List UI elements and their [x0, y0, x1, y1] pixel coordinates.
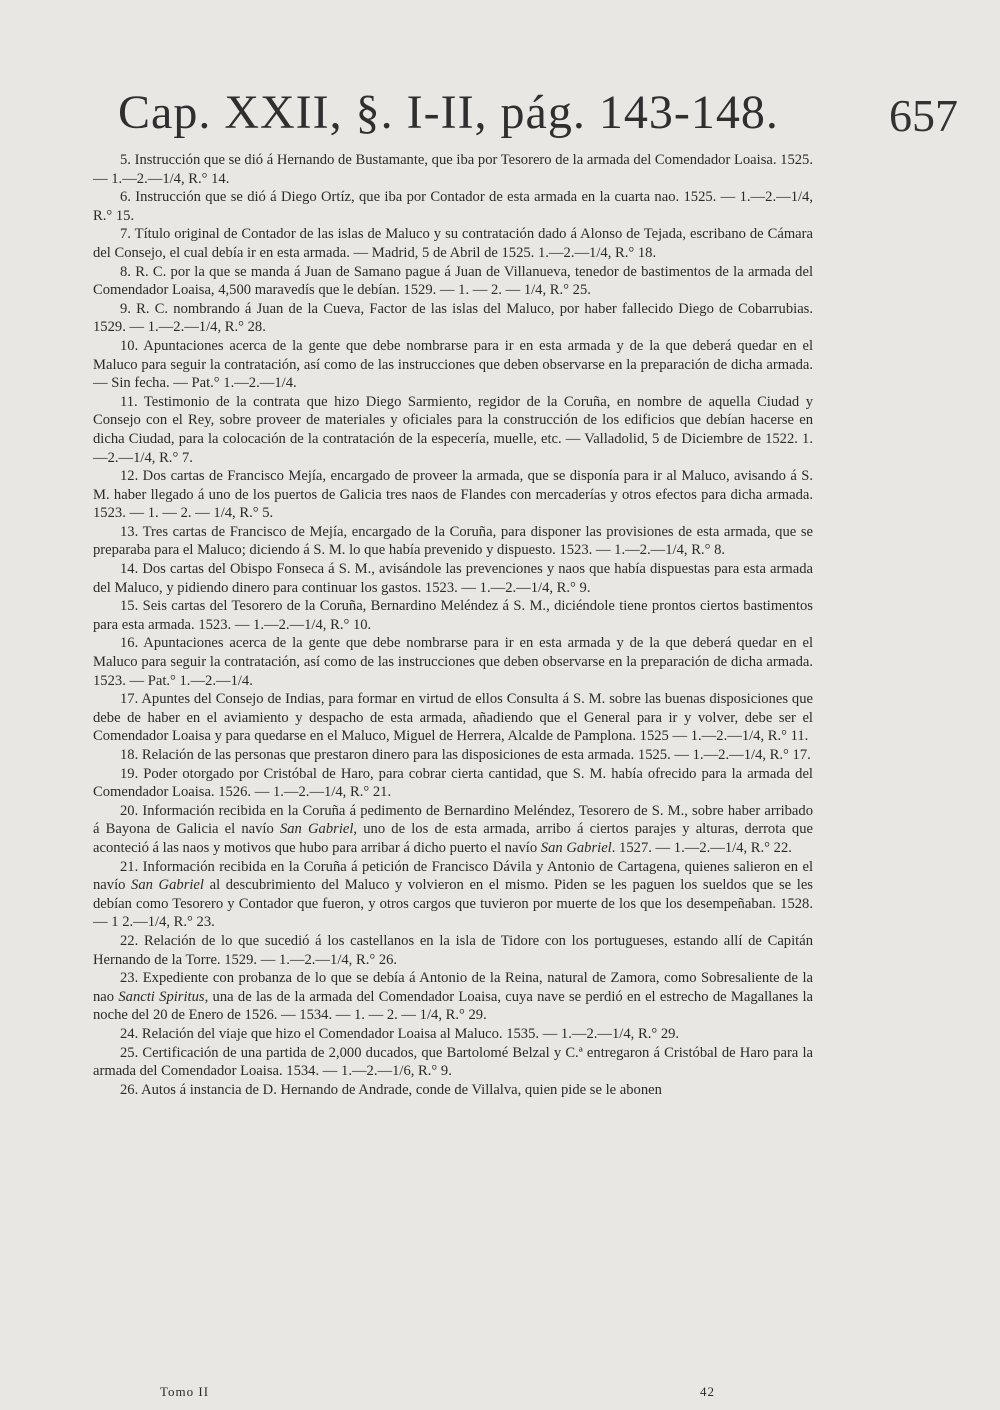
list-item: 9. R. C. nombrando á Juan de la Cueva, Factor de las islas del Maluco, por haber fallecido Diego de Cobarrubias. 1529. — 1.—2.—1/4, R.° 28.: [93, 300, 813, 336]
list-item: [93, 858, 813, 932]
list-item: 6. Instrucción que se dió á Diego Ortíz, que iba por Contador de esta armada en la cuarta nao. 1525. — 1.—2.—1/4, R.° 15.: [93, 189, 813, 224]
list-item: 18. Relación de las personas que prestaron dinero para las disposiciones de esta armada. 1525. — 1.—2.—1/4, R.° 17.: [120, 747, 811, 763]
ship-name: Sancti Spiritus: [118, 988, 205, 1005]
list-item: 7. Título original de Contador de las islas de Maluco y su contratación dado á Alonso de Tejada, escribano de Cámara del Consejo, el cual debía ir en esta armada. — Madrid, 5 de Abril de 1525. 1.—2.—1/4, R.° 18.: [93, 226, 813, 261]
entry-list: [93, 151, 813, 1099]
list-item: 8. R. C. por la que se manda á Juan de Samano pague á Juan de Villanueva, tenedor de bastimentos de la armada del Comendador Loaisa, 4,500 maravedís que le debían. 1529. — 1. — 2. — 1/4, R.° 25.: [93, 263, 813, 299]
volume-label: Tomo II: [160, 1384, 210, 1399]
entry-text: 23. Expediente con probanza de lo que se debía á Antonio de la Reina, natural de Zamora, como Sobresaliente de la nao: [93, 970, 813, 1005]
list-item: 19. Poder otorgado por Cristóbal de Haro, para cobrar cierta cantidad, que S. M. había ofrecido para la armada del Comendador Loaisa. 1526. — 1.—2.—1/4, R.° 21.: [93, 765, 813, 801]
list-item: 17. Apuntes del Consejo de Indias, para formar en virtud de ellos Consulta á S. M. sobre las buenas disposiciones que debe de haber en el aviamiento y despacho de esta armada, añadiendo que el General para ir y volver, debe ser el Comendador Loaisa y para quedarse en el Maluco, Miguel de Herrera, Alcalde de Pamplona. 1525 — 1.—2.—1/4, R.° 11.: [93, 691, 813, 745]
ship-name: San Gabriel: [540, 839, 612, 856]
list-item: [93, 802, 813, 858]
list-item: 5. Instrucción que se dió á Hernando de Bustamante, que iba por Tesorero de la armada del Comendador Loaisa. 1525. — 1.—2.—1/4, R.° 14.: [93, 152, 813, 187]
list-item: 22. Relación de lo que sucedió á los castellanos en la isla de Tidore con los portugueses, estando allí de Capitán Hernando de la Torre. 1529. — 1.—2.—1/4, R.° 26.: [93, 932, 813, 968]
list-item: 14. Dos cartas del Obispo Fonseca á S. M., avisándole las prevenciones y naos que había dispuestas para esta armada del Maluco, y pidiendo dinero para continuar los gastos. 1523. — 1.—2.—1/4, R.° 9.: [93, 561, 813, 596]
list-item: 15. Seis cartas del Tesorero de la Coruña, Bernardino Meléndez á S. M., diciéndole tiene prontos ciertos bastimentos para esta armada. 1523. — 1.—2.—1/4, R.° 10.: [93, 598, 813, 633]
entry-text: 21. Información recibida en la Coruña á petición de Francisco Dávila y Antonio de Cartagena, quienes salieron en el navío: [93, 858, 813, 894]
page-header: [118, 85, 958, 155]
list-item: 25. Certificación de una partida de 2,000 ducados, que Bartolomé Belzal y C.ª entregaron á Cristóbal de Haro para la armada del Comendador Loaisa. 1534. — 1.—2.—1/6, R.° 9.: [93, 1044, 813, 1080]
list-item: 10. Apuntaciones acerca de la gente que debe nombrarse para ir en esta armada y de la que deberá quedar en el Maluco para seguir la contratación, así como de las instrucciones que deben observarse en la preparación de dicha armada. — Sin fecha. — Pat.° 1.—2.—1/4.: [93, 337, 813, 392]
signature-mark: 42: [700, 1384, 715, 1399]
list-item: 26. Autos á instancia de D. Hernando de Andrade, conde de Villalva, quien pide se le abonen: [120, 1081, 662, 1098]
list-item: 12. Dos cartas de Francisco Mejía, encargado de proveer la armada, que se disponía para ir al Maluco, avisando á S. M. haber llegado á uno de los puertos de Galicia tres naos de Flandes con mercaderías y otros efectos para dicha armada. 1523. — 1. — 2. — 1/4, R.° 5.: [93, 468, 813, 522]
list-item: 16. Apuntaciones acerca de la gente que debe nombrarse para ir en esta armada y de la que deberá quedar en el Maluco para seguir la contratación, así como de las instrucciones que deben observarse en la preparación de dicha armada. 1523. — Pat.° 1.—2.—1/4.: [93, 635, 813, 689]
ship-name: San Gabriel: [279, 821, 354, 838]
entry-text: al descubrimiento del Maluco y volvieron en el mismo. Piden se les paguen los sueldos que se les debían como Tesorero y Contador que fueron, y otros cargos que tuvieron por muerte de los que los desempeñaban. 1528. — 1 2.—1/4, R.° 23.: [93, 877, 813, 931]
chapter-heading: Cap. XXII, §. I-II, pág. 143-148.: [118, 86, 779, 139]
list-item: 24. Relación del viaje que hizo el Comendador Loaisa al Maluco. 1535. — 1.—2.—1/4, R.° 29.: [120, 1025, 680, 1042]
entry-text: . 1527. — 1.—2.—1/4, R.° 22.: [611, 839, 792, 856]
ship-name: San Gabriel: [131, 877, 204, 894]
list-item: [93, 969, 813, 1025]
page-number: 657: [889, 90, 958, 141]
entry-text: 20. Información recibida en la Coruña á pedimento de Bernardino Meléndez, Tesorero de S. M., sobre haber arribado á Bayona de Galicia el navío: [93, 802, 813, 838]
list-item: 13. Tres cartas de Francisco de Mejía, encargado de la Coruña, para disponer las provisiones de esta armada, que se preparaba para el Maluco; diciendo á S. M. lo que había prevenido y dispuesto. 1523. — 1.—2.—1/4, R.° 8.: [93, 523, 813, 559]
list-item: 11. Testimonio de la contrata que hizo Diego Sarmiento, regidor de la Coruña, en nombre de aquella Ciudad y Consejo con el Rey, sobre proveer de materiales y oficiales para la construcción de los edificios que debían hacerse en dicha Ciudad, para la colocación de la contratación de la especería, muelle, etc. — Valladolid, 5 de Diciembre de 1522. 1.—2.—1/4, R.° 7.: [93, 393, 813, 466]
entry-text: , una de las de la armada del Comendador Loaisa, cuya nave se perdió en el estrecho de Magallanes la noche del 20 de Enero de 1526. — 1534. — 1. — 2. — 1/4, R.° 29.: [93, 988, 813, 1024]
entry-text: , uno de los de esta armada, arribo á ciertos parajes y alturas, derrota que aconteció á las naos y motivos que hubo para arribar á dicho puerto el navío: [93, 821, 813, 856]
